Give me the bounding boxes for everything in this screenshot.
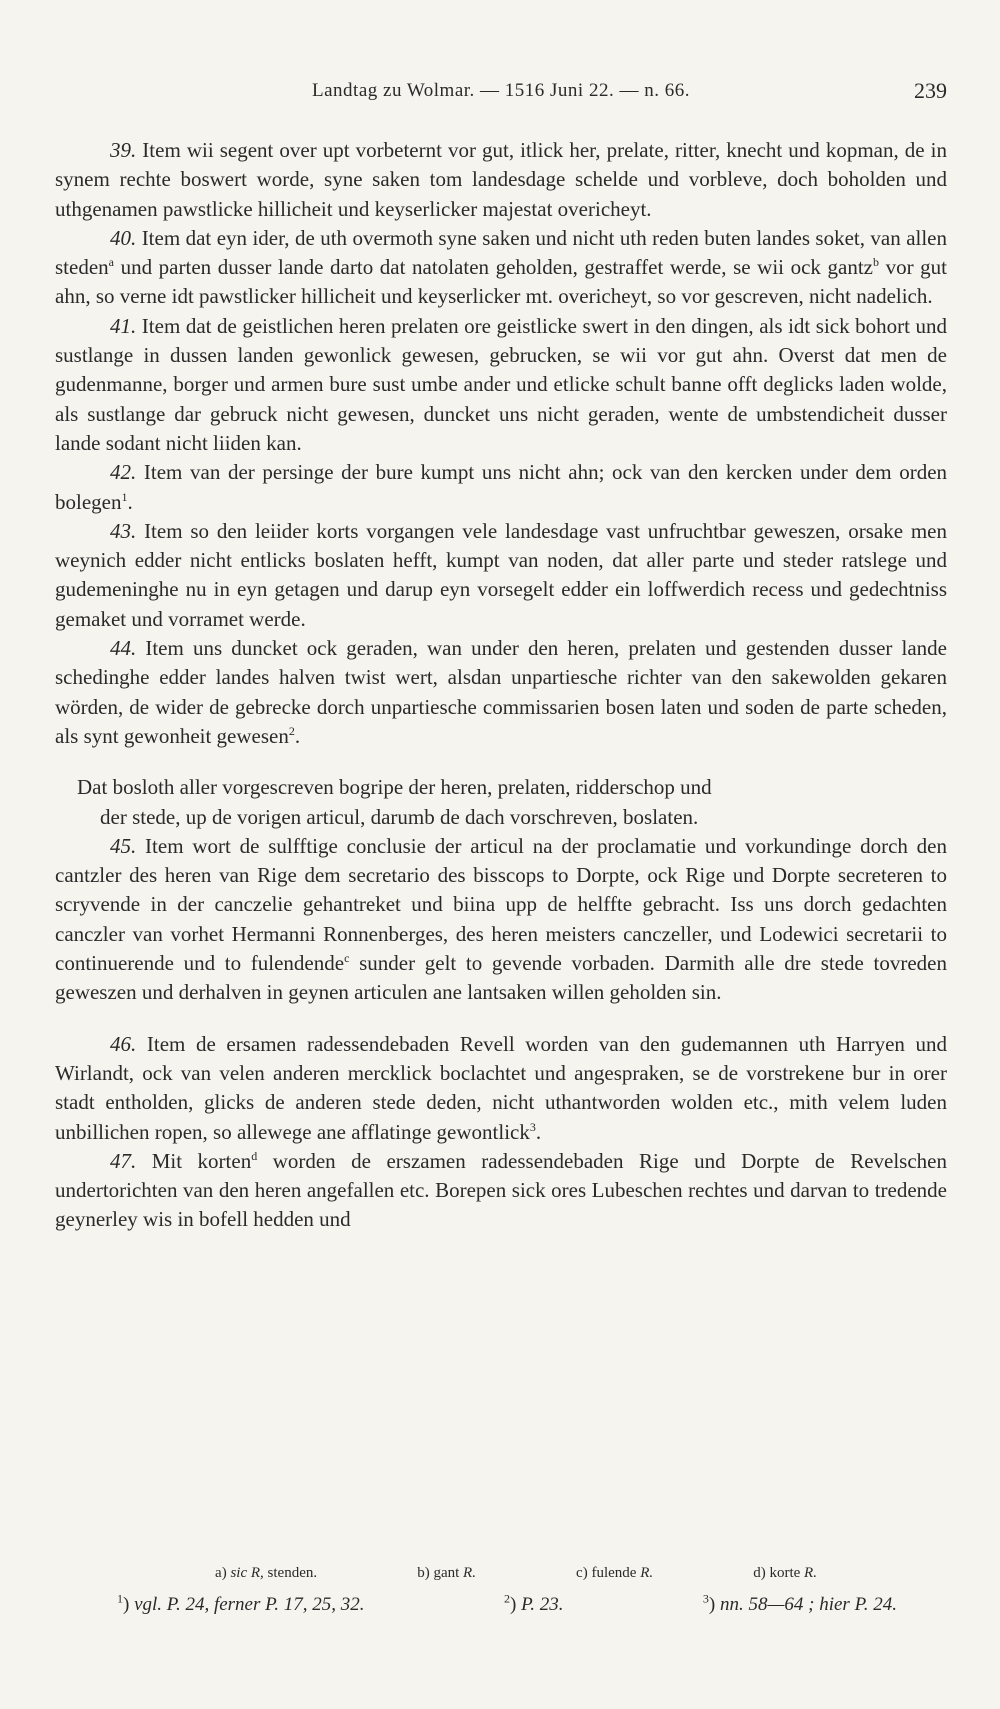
paragraph-46 (55, 1030, 947, 1147)
item-number: 43. (110, 518, 137, 543)
paragraph-text: sunder gelt to gevende vorbaden. Darmith alle dre stede tovreden geweszen und derhalven in geynen articulen ane lantsaken willen geholden sin. (55, 951, 947, 1005)
resolution-line-2: der stede, up de vorigen articul, darumb de dach vorschreven, boslaten. (100, 804, 699, 829)
paragraph-42 (55, 458, 947, 517)
footnote-a (215, 1565, 317, 1582)
footnote-mark: 2 (288, 723, 295, 738)
footnote-mark: 2 (503, 1591, 510, 1606)
footnotes (55, 1565, 947, 1616)
main-text (55, 136, 947, 1235)
footnote-text: stenden. (267, 1565, 318, 1581)
paragraph-text: . (127, 489, 133, 514)
paragraph-45 (55, 832, 947, 1008)
footnote-text: P. 23. (521, 1594, 564, 1615)
footnote-mark: 1 (117, 1591, 123, 1606)
footnote-italic: R. (640, 1565, 654, 1581)
paragraph-text: und parten dusser lande darto dat natolaten geholden, gestraffet werde, se wii ock gantz (113, 255, 873, 280)
running-head (55, 72, 947, 112)
item-number: 39. (110, 138, 137, 162)
paragraph-text: . (294, 723, 301, 748)
footnote-text: vgl. P. 24, ferner P. 17, 25, 32. (134, 1594, 365, 1615)
paragraph-text: . (535, 1119, 542, 1144)
footnote-mark: a (108, 255, 114, 270)
paragraph-text: Item de ersamen radessendebaden Revell worden van den gudemannen uth Harryen und Wirlandt, ock van velen anderen mercklick boclachtet und angespraken, se de vorstrekene bur in orer stadt entholden, glicks de anderen stede deden, nicht uthantworden wolden etc., mith velem luden unbillichen ropen, so allewege ane afflatinge gewontlick (55, 1031, 947, 1144)
paragraph-44 (55, 634, 947, 751)
item-number: 42. (110, 460, 137, 485)
paragraph-text: worden de erszamen radessendebaden Rige und Dorpte de Revelschen undertorichten van den heren angefallen etc. Borepen sick ores Lubeschen rechtes und darvan to tredende geynerley wis in bofell hedden und (55, 1148, 947, 1232)
paragraph-text: vor gut ahn, so verne idt pawstlicker hillicheit und keyserlicker mt. overicheyt, so vor gescreven, nicht nadelich. (55, 255, 947, 309)
paragraph-text: Item dat eyn ider, de uth overmoth syne saken und nicht uth reden buten landes soket, van allen steden (55, 225, 947, 280)
paragraph-text: Item so den leiider korts vorgangen vele landesdage vast unfruchtbar geweszen, orsake men weynich edder nicht entlicks boslaten hefft, kumpt van noden, dat aller parte und steder ratslege und gudemeninghe nu in eyn getagen und darup eyn vorsegelt edder ein loffwerdich recess und gedechtniss gemaket und vorramet werde. (55, 518, 947, 631)
footnote-mark: a) (215, 1565, 227, 1581)
paragraph-39 (55, 136, 947, 224)
paragraph-text: Item wii segent over upt vorbeternt vor gut, itlick her, prelate, ritter, knecht und kopman, de in synem rechte boswert worde, syne saken tom landesdage schelde und vorbleve, doch boholden und uthgenamen pawstlicke hillicheit und keyserlicker majestat overicheyt. (55, 138, 947, 221)
footnotes-textual (55, 1565, 947, 1582)
paragraph-text: Item van der persinge der bure kumpt uns nicht ahn; ock van den kercken under dem orden bolegen (55, 460, 948, 514)
footnote-italic: R. (463, 1565, 476, 1581)
footnote-mark: d (251, 1148, 258, 1163)
item-number: 45. (110, 833, 137, 858)
footnote-2: $^2$) P. 23. (503, 1591, 564, 1615)
footnote-mark: c) (576, 1565, 588, 1581)
resolution-heading (55, 773, 947, 832)
paragraph-text: Item uns duncket ock geraden, wan under den heren, prelaten und gestenden dusser lande schedinghe edder landes halven twist wert, alsdan unpartiesche richter van den sakewolden gekaren wörden, de wider de gebrecke dorch unpartiesche commissarien bosen laten und soden de parte scheden, als synt gewonheit gewesen (55, 636, 947, 748)
footnote-3: $^3$) nn. 58—64 ; hier P. 24. (702, 1591, 897, 1615)
footnote-italic: sic R, (230, 1565, 264, 1581)
paragraph-43 (55, 517, 947, 634)
footnote-text: gant (433, 1565, 460, 1581)
paragraph-47 (55, 1147, 947, 1235)
footnotes-commentary (55, 1591, 947, 1616)
footnote-1: $^1$) vgl. P. 24, ferner P. 17, 25, 32. (117, 1591, 365, 1615)
item-number: 47. (110, 1148, 137, 1173)
footnote-b (417, 1565, 476, 1582)
footnote-text: fulende (591, 1565, 637, 1581)
paragraph-41 (55, 312, 947, 458)
footnote-mark: b) (417, 1565, 430, 1581)
footnote-text: nn. 58—64 ; hier P. 24. (720, 1594, 897, 1615)
paragraph-text: Item dat de geistlichen heren prelaten ore geistlicke swert in den dingen, als idt sick bohort und sustlange in dussen landen gewonlick gewesen, gebrucken, se wii vor gut ahn. Overst dat men de gudenmanne, borger und armen bure sust umbe ander und etlicke schult banne offt deglicks laden wolde, als sustlange dar gebruck nicht gewesen, duncket uns nicht geraden, wente de umbstendicheit dusser lande sodant nicht liiden kan. (55, 313, 948, 455)
paragraph-text: Item wort de sulfftige conclusie der articul na der proclamatie und vorkundinge dorch den cantzler des heren van Rige dem secretario des bisscops to Dorpte, ock Rige und Dorpte secreteren to scryvende in der canczelie gehantreket und biina upp de helffte gebracht. Iss uns dorch gedachten canczler van vorhet Hermanni Ronnenberges, des heren meisters canczeller, und Lodewici secretarii to continuerende und to fulendende (55, 833, 947, 976)
item-number: 44. (110, 636, 137, 661)
footnote-d (753, 1565, 817, 1582)
footnote-mark: c (344, 951, 350, 966)
running-head-title: Landtag zu Wolmar. — 1516 Juni 22. — n. 66. (312, 80, 690, 101)
item-number: 41. (110, 313, 137, 338)
paragraph-text: Mit korten (151, 1148, 252, 1173)
page-number: 239 (914, 78, 947, 103)
footnote-mark: 3 (702, 1591, 709, 1606)
footnote-c (576, 1565, 653, 1582)
footnote-mark: d) (753, 1565, 766, 1581)
footnote-mark: 1 (121, 489, 128, 504)
item-number: 46. (110, 1031, 137, 1056)
resolution-line-1: Dat bosloth aller vorgescreven bogripe der heren, prelaten, ridderschop und (77, 775, 712, 800)
footnote-italic: R. (804, 1565, 817, 1581)
item-number: 40. (110, 225, 137, 250)
footnote-mark: b (872, 255, 879, 270)
footnote-text: korte (769, 1565, 801, 1581)
footnote-mark: 3 (529, 1119, 536, 1134)
paragraph-40 (55, 224, 947, 312)
